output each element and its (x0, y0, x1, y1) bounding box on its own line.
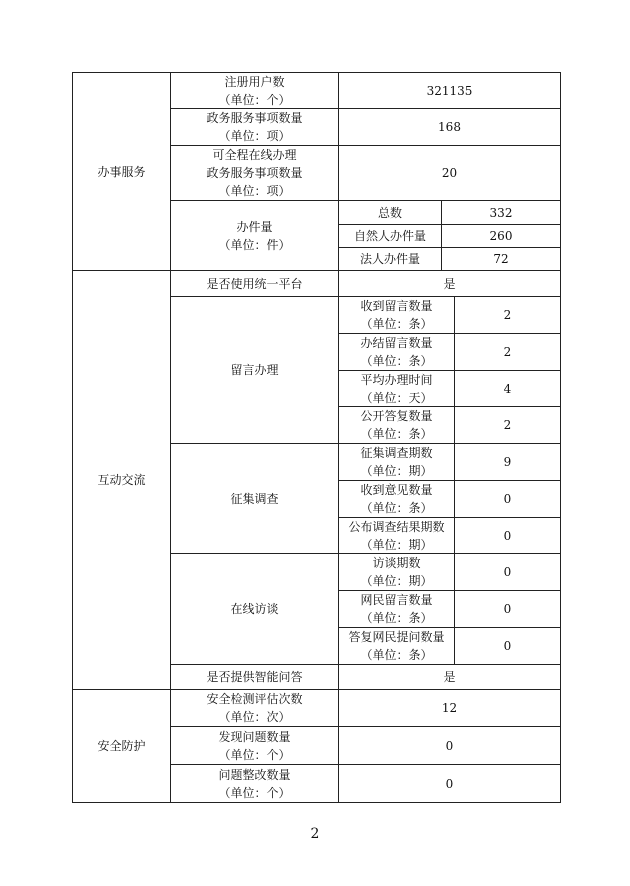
label-smart-qa: 是否提供智能问答 (170, 664, 339, 690)
value-messages-received: 2 (454, 296, 561, 334)
label-interview-answered: 答复网民提问数量 （单位：条） (338, 627, 455, 665)
label-interview: 在线访谈 (170, 553, 339, 665)
label-survey-results: 公布调查结果期数 （单位：期） (338, 517, 455, 554)
value-unified-platform: 是 (338, 270, 561, 297)
value-interview-answered: 0 (454, 627, 561, 665)
label-volume-total: 总数 (338, 200, 442, 225)
label-messages-public-replies: 公开答复数量 （单位：条） (338, 406, 455, 444)
label-volume-natural: 自然人办件量 (338, 224, 442, 248)
value-messages-public-replies: 2 (454, 406, 561, 444)
value-survey-opinions: 0 (454, 480, 561, 518)
label-volume: 办件量 （单位：件） (170, 200, 339, 271)
value-security-assessments: 12 (338, 689, 561, 727)
label-interview-periods: 访谈期数 （单位：期） (338, 553, 455, 591)
value-volume-total: 332 (441, 200, 561, 225)
label-unified-platform: 是否使用统一平台 (170, 270, 339, 297)
section-label-interaction: 互动交流 (72, 270, 171, 690)
section-label-handling: 办事服务 (72, 72, 171, 271)
value-interview-periods: 0 (454, 553, 561, 591)
label-survey-opinions: 收到意见数量 （单位：条） (338, 480, 455, 518)
label-security-assessments: 安全检测评估次数 （单位：次） (170, 689, 339, 727)
value-registered-users: 321135 (338, 72, 561, 109)
value-messages-avg-time: 4 (454, 370, 561, 407)
value-volume-natural: 260 (441, 224, 561, 248)
label-online-items: 可全程在线办理 政务服务事项数量 （单位：项） (170, 145, 339, 201)
statistics-table (72, 72, 561, 803)
label-problems-fixed: 问题整改数量 （单位：个） (170, 764, 339, 803)
label-service-items: 政务服务事项数量 （单位：项） (170, 108, 339, 146)
label-messages-received: 收到留言数量 （单位：条） (338, 296, 455, 334)
label-registered-users: 注册用户数 （单位：个） (170, 72, 339, 109)
label-messages-avg-time: 平均办理时间 （单位：天） (338, 370, 455, 407)
value-volume-legal: 72 (441, 247, 561, 271)
label-survey-periods: 征集调查期数 （单位：期） (338, 443, 455, 481)
value-problems-found: 0 (338, 726, 561, 765)
label-volume-legal: 法人办件量 (338, 247, 442, 271)
label-interview-netizen-messages: 网民留言数量 （单位：条） (338, 590, 455, 628)
label-messages: 留言办理 (170, 296, 339, 444)
value-messages-concluded: 2 (454, 333, 561, 371)
section-label-security: 安全防护 (72, 689, 171, 803)
value-service-items: 168 (338, 108, 561, 146)
value-survey-results: 0 (454, 517, 561, 554)
value-problems-fixed: 0 (338, 764, 561, 803)
value-survey-periods: 9 (454, 443, 561, 481)
value-interview-netizen-messages: 0 (454, 590, 561, 628)
page-number: 2 (310, 826, 320, 842)
label-problems-found: 发现问题数量 （单位：个） (170, 726, 339, 765)
label-messages-concluded: 办结留言数量 （单位：条） (338, 333, 455, 371)
value-smart-qa: 是 (338, 664, 561, 690)
label-survey: 征集调查 (170, 443, 339, 554)
value-online-items: 20 (338, 145, 561, 201)
